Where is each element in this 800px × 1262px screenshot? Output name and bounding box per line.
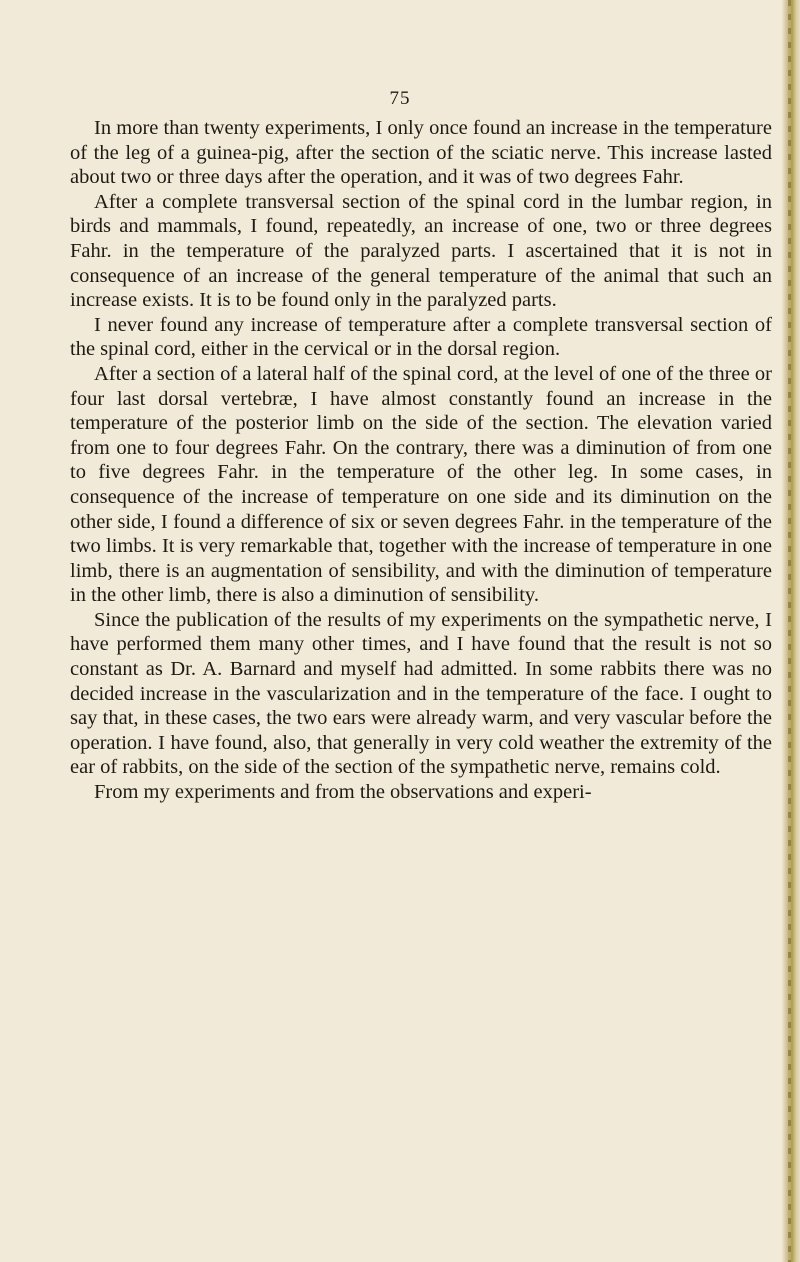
page-body bbox=[70, 116, 772, 805]
paragraph-5: Since the publication of the results of my experiments on the sympathetic nerve, I have performed them many other times, and I have found that the result is not so constant as Dr. A. Barnard and myself had admitted. In some rabbits there was no decided increase in the vascularization and in the temperature of the face. I ought to say that, in these cases, the two ears were already warm, and very vascular before the operation. I have found, also, that generally in very cold weather the extremity of the ear of rabbits, on the side of the section of the sympathetic nerve, remains cold. bbox=[70, 608, 772, 779]
paragraph-4: After a section of a lateral half of the spinal cord, at the level of one of the three or four last dorsal vertebræ, I have almost constantly found an increase in the temperature of the posterior limb on the side of the section. The elevation varied from one to four degrees Fahr. On the contrary, there was a diminution of from one to five degrees Fahr. in the temperature of the other leg. In some cases, in consequence of the increase of temperature on one side and its diminution on the other side, I found a difference of six or seven degrees Fahr. in the temperature of the two limbs. It is very remarkable that, together with the increase of temperature in one limb, there is an augmentation of sensibility, and with the diminution of temperature in the other limb, there is also a diminution of sensibility. bbox=[70, 362, 772, 607]
paragraph-1: In more than twenty experiments, I only once found an increase in the temperature of the leg of a guinea-pig, after the section of the sciatic nerve. This increase lasted about two or three days after the operation, and it was of two degrees Fahr. bbox=[70, 117, 772, 189]
page-edge-shadow bbox=[782, 0, 800, 1262]
paragraph-6: From my experiments and from the observations and experi- bbox=[94, 781, 592, 804]
paragraph-3: I never found any increase of temperature after a complete transversal section of the spinal cord, either in the cervical or in the dorsal region. bbox=[70, 313, 772, 361]
page-number: 75 bbox=[389, 88, 411, 109]
paragraph-2: After a complete transversal section of the spinal cord in the lumbar region, in birds and mammals, I found, repeatedly, an increase of one, two or three degrees Fahr. in the temperature of the paralyzed parts. I ascertained that it is not in consequence of an increase of the general temperature of the animal that such an increase exists. It is to be found only in the paralyzed parts. bbox=[70, 190, 772, 312]
